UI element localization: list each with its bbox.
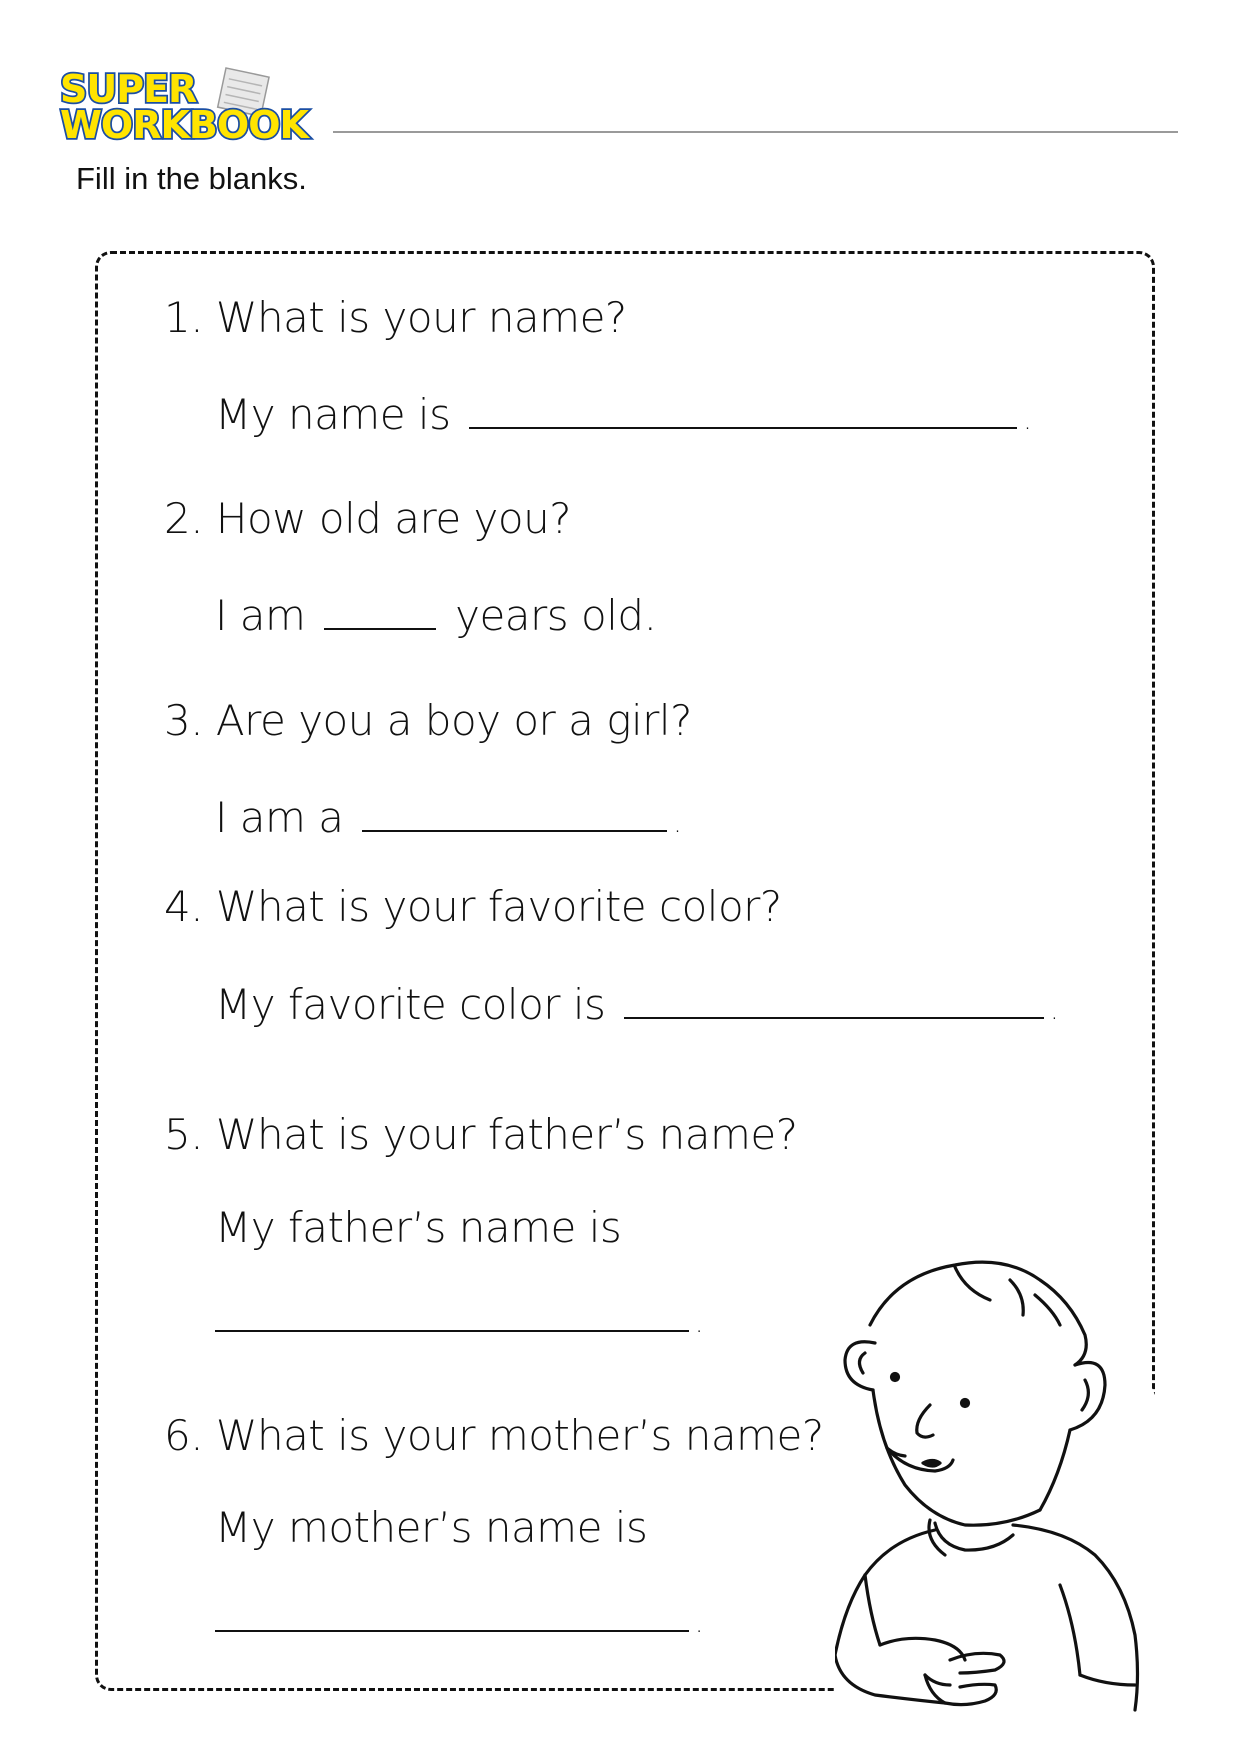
answer-suffix-2: years old. xyxy=(455,591,657,640)
instruction-text: Fill in the blanks. xyxy=(76,161,307,196)
answer-suffix-3: . xyxy=(673,809,682,839)
header-divider xyxy=(333,131,1178,133)
answer-prefix-4: My favorite color is xyxy=(215,980,606,1029)
answer-prefix-2: I am xyxy=(215,591,306,640)
question-4: 4. What is your favorite color? xyxy=(164,882,782,931)
question-3: 3. Are you a boy or a girl? xyxy=(164,696,692,745)
answer-blank-1[interactable] xyxy=(469,385,1017,429)
answer-line-2 xyxy=(215,586,656,640)
answer-blank-2[interactable] xyxy=(324,586,436,630)
answer-line-5 xyxy=(215,1288,703,1342)
answer-suffix-4: . xyxy=(1050,996,1059,1026)
question-1: 1. What is your name? xyxy=(164,293,627,342)
answer-blank-4[interactable] xyxy=(624,975,1044,1019)
answer-prefix-5: My father’s name is xyxy=(215,1203,622,1252)
boy-illustration xyxy=(835,1255,1220,1715)
question-2: 2. How old are you? xyxy=(164,494,572,543)
answer-prefix-1: My name is xyxy=(215,390,451,439)
answer-line-1 xyxy=(215,385,1031,439)
answer-line-3 xyxy=(215,788,681,842)
logo-line-2: WORKBOOK xyxy=(60,103,308,146)
question-5: 5. What is your father’s name? xyxy=(164,1110,798,1159)
answer-prefix-3: I am a xyxy=(215,793,344,842)
answer-blank-3[interactable] xyxy=(362,788,667,832)
answer-line-4 xyxy=(215,975,1058,1029)
answer-suffix-5: . xyxy=(695,1309,703,1339)
question-6: 6. What is your mother’s name? xyxy=(164,1411,824,1460)
answer-suffix-1: . xyxy=(1023,406,1032,436)
super-workbook-logo xyxy=(58,66,328,146)
answer-line-6 xyxy=(215,1588,703,1642)
answer-suffix-6: . xyxy=(695,1609,703,1639)
answer-blank-6[interactable] xyxy=(215,1588,689,1632)
answer-blank-5[interactable] xyxy=(215,1288,689,1332)
answer-prefix-6: My mother’s name is xyxy=(215,1503,648,1552)
logo-line-1: SUPER xyxy=(60,67,197,111)
